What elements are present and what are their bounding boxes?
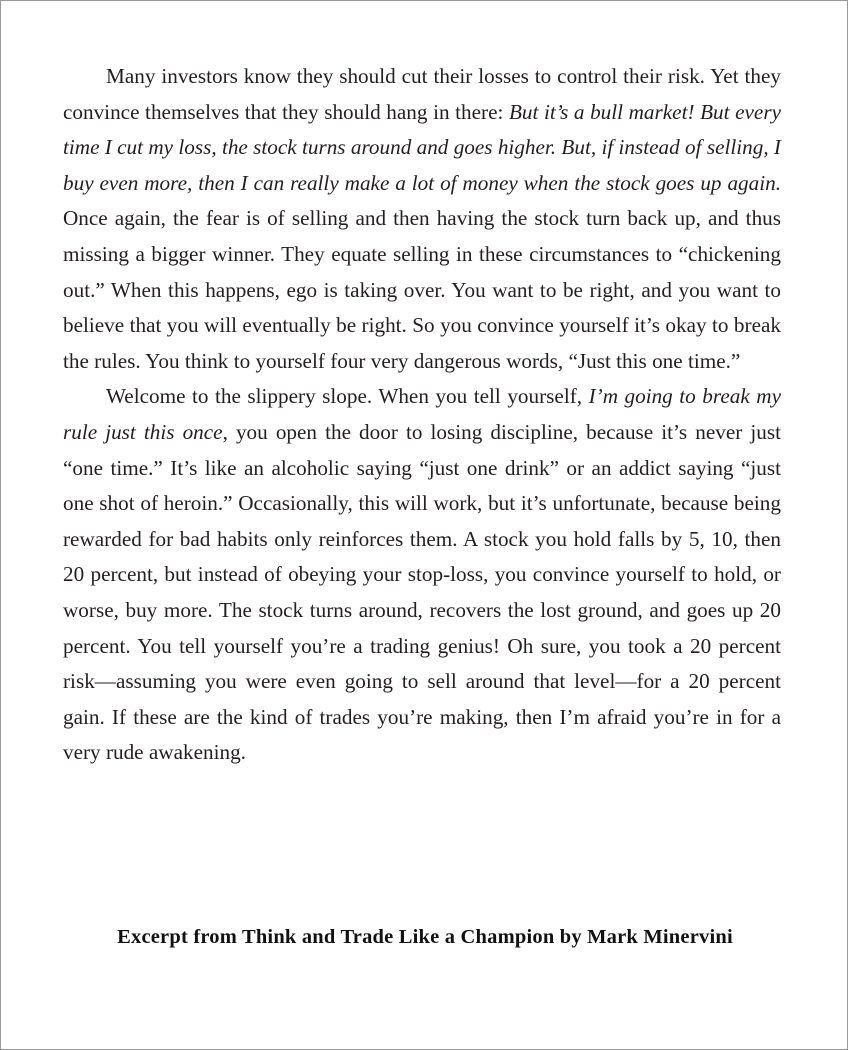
text-segment: , you open the door to losing discipline, because it’s never just “one time.” It’s like an alcoholic saying “just one drink” or an addict saying “just one shot of heroin.” Occasionally, this will work, but it’s unfortunate, because being rewarded for bad habits only reinforces them. A stock you hold falls by 5, 10, then 20 percent, but instead of obeying your stop-loss, you convince yourself to hold, or worse, buy more. The stock turns around, recovers the lost ground, and goes up 20 percent. You tell yourself you’re a trading genius! Oh sure, you took a 20 percent risk—assuming you were even going to sell around that level—for a 20 percent gain. If these are the kind of trades you’re making, then I’m afraid you’re in for a very rude awakening. [63, 419, 781, 765]
excerpt-caption: Excerpt from Think and Trade Like a Champion by Mark Minervini [117, 926, 733, 948]
paragraph-1 [63, 59, 781, 379]
italic-text-segment: I’m going to break my rule just this once [63, 384, 781, 444]
italic-text-segment: But it’s a bull market! But every time I cut my loss, the stock turns around and goes higher. But, if instead of selling, I buy even more, then I can really make a lot of money when the stock goes up again. [63, 99, 781, 195]
paragraph-2 [63, 379, 781, 771]
body-text [63, 59, 781, 771]
text-segment: Many investors know they should cut their losses to control their risk. Yet they convince themselves that they should hang in there: [63, 64, 781, 124]
text-segment: Welcome to the slippery slope. When you tell yourself, [106, 384, 589, 409]
text-segment: Once again, the fear is of selling and then having the stock turn back up, and thus missing a bigger winner. They equate selling in these circumstances to “chickening out.” When this happens, ego is taking over. You want to be right, and you want to believe that you will eventually be right. So you convince yourself it’s okay to break the rules. You think to yourself four very dangerous words, “Just this one time.” [63, 206, 781, 373]
